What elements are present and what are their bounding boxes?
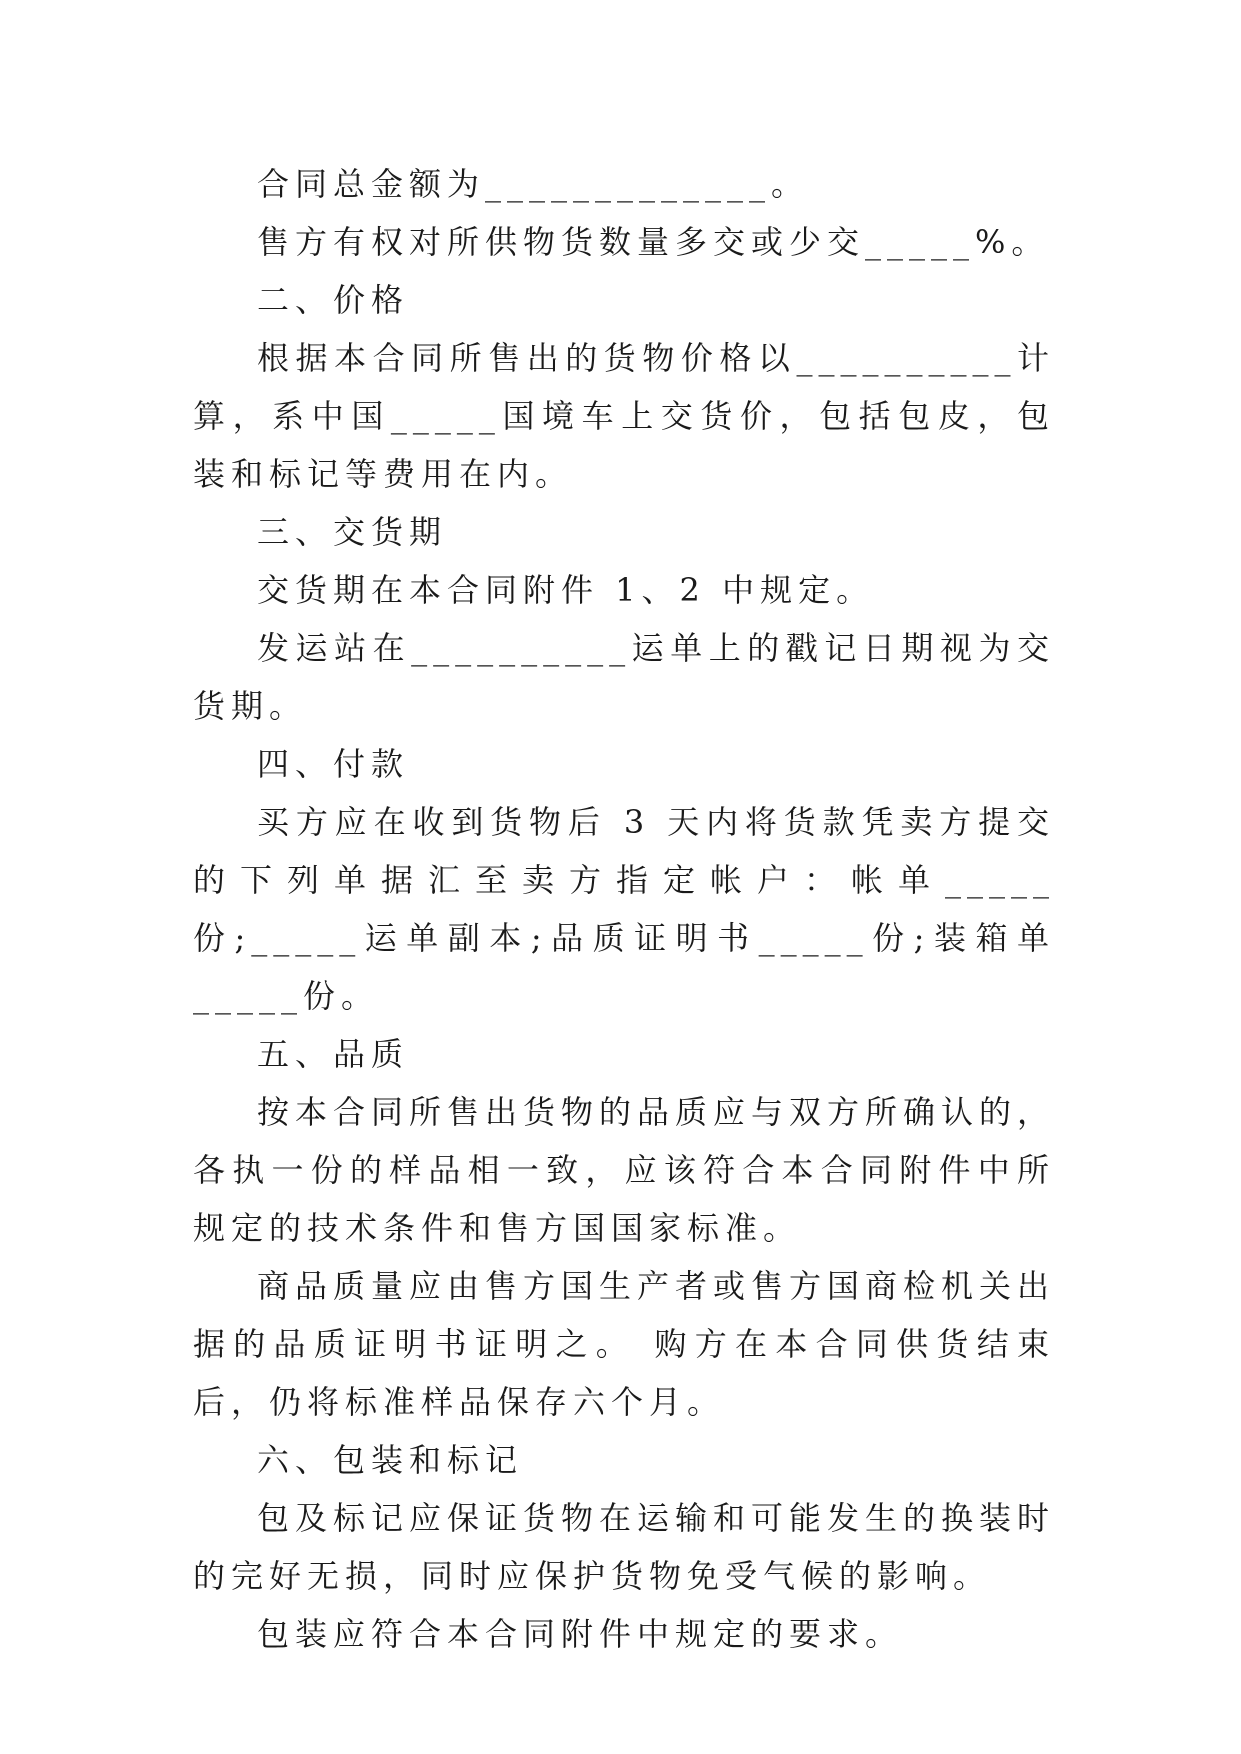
section-heading-quality: 五、品质 [257,1035,410,1073]
payment-clause-paragraph: 买方应在收到货物后 3 天内将货款凭卖方提交的下列单据汇至卖方指定帐户：帐单_____份;_____运单副本;品质证明书_____份;装箱单_____份。 [193,803,1055,1015]
packing-requirement-paragraph: 包装应符合本合同附件中规定的要求。 [257,1615,904,1653]
section-heading-delivery: 三、交货期 [257,513,448,551]
price-clause-paragraph: 根据本合同所售出的货物价格以__________计算，系中国_____国境车上交货价，包括包皮，包装和标记等费用在内。 [193,339,1055,493]
quantity-tolerance-paragraph: 售方有权对所供物货数量多交或少交_____%。 [257,223,1050,261]
quality-clause-paragraph: 按本合同所售出货物的品质应与双方所确认的，各执一份的样品相一致，应该符合本合同附件中所规定的技术条件和售方国国家标准。 [193,1093,1056,1247]
document-body [193,155,1055,1663]
section-heading-payment: 四、付款 [257,745,410,783]
quality-certificate-paragraph: 商品质量应由售方国生产者或售方国商检机关出据的品质证明书证明之。 购方在本合同供货结束后，仍将标准样品保存六个月。 [193,1267,1056,1421]
packing-clause-paragraph: 包及标记应保证货物在运输和可能发生的换装时的完好无损，同时应保护货物免受气候的影响。 [193,1499,1056,1595]
delivery-station-paragraph: 发运站在__________运单上的戳记日期视为交货期。 [193,629,1055,725]
total-amount-paragraph: 合同总金额为_____________。 [257,165,810,203]
delivery-clause-paragraph: 交货期在本合同附件 1、2 中规定。 [257,571,875,609]
section-heading-packing: 六、包装和标记 [257,1441,524,1479]
section-heading-price: 二、价格 [257,281,410,319]
